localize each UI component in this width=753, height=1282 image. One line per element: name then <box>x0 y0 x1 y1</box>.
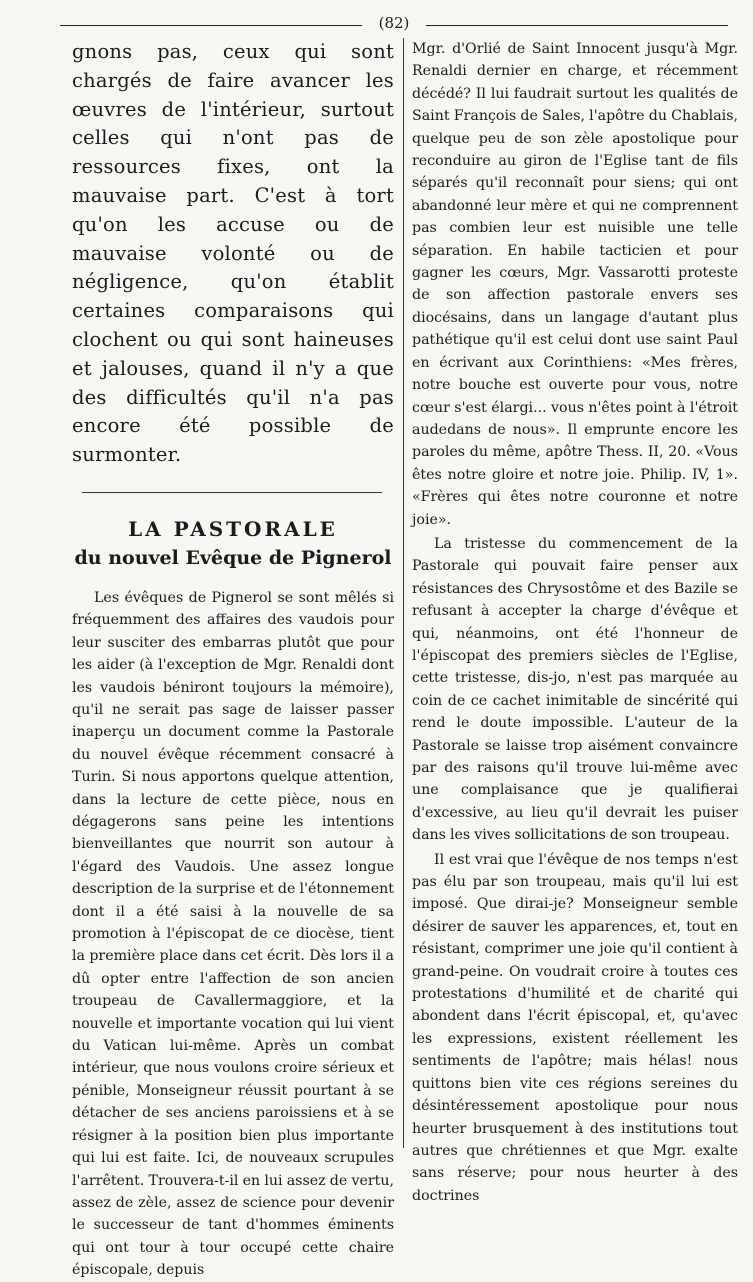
right-column <box>412 38 738 1204</box>
article-paragraph-4: Il est vrai que l'évêque de nos temps n'est pas élu par son troupeau, mais qu'il lui est imposé. Que dirai-je? Monseigneur semble désirer de sauver les apparences, et, tout en résistant, comprimer une joie qu'il contient à grand-peine. On voudrait croire à toutes ces protestations d'humilité et de charité qui abondent dans l'écrit épiscopal, et, qu'avec les expressions, existent réellement les sentiments de l'apôtre; mais hélas! nous quittons bien vite ces régions sereines du désintéressement apostolique pour nous heurter brusquement à des institutions tout autres que chrétiennes et que Mgr. exalte sans réserve; pour nous heurter à des doctrines <box>412 851 738 1204</box>
article-paragraph-1: Les évêques de Pignerol se sont mêlés si fréquemment des affaires des vaudois pour leur susciter des embarras plutôt que pour les aider (à l'exception de Mgr. Renaldi dont les vaudois béniront toujours la mémoire), qu'il ne serait pas sage de laisser passer inaperçu un document comme la Pastorale du nouvel évêque récemment consacré à Turin. Si nous apportons quelque attention, dans la lecture de cette pièce, nous en dégagerons sans peine les intentions bienveillantes que nourrit son autour à l'égard des Vaudois. Une assez longue description de la surprise et de l'étonnement dont il a été saisi à la nouvelle de sa promotion à l'épiscopat de ce diocèse, tient la première place dans cet écrit. Dès lors il a dû opter entre l'affection de son ancien troupeau de Cavallermaggiore, et la nouvelle et importante vocation qui lui vient du Vatican lui-même. Après un combat intérieur, que nous voulons croire sérieux et pénible, Monseigneur réussit pourtant à se détacher de ses anciens paroissiens et à se résigner à la position bien plus importante qui lui est faite. Ici, de nouveaux scrupules l'arrêtent. Trouvera-t-il en lui assez de vertu, assez de zèle, assez de science pour devenir le successeur de tant d'hommes éminents qui ont tour à tour occupé cette chaire épiscopale, depuis <box>72 589 394 1279</box>
section-separator <box>82 492 382 493</box>
article-paragraph-3: La tristesse du commencement de la Pastorale qui pouvait faire penser aux résistances des Chrysostôme et des Bazile se refusant à accepter la charge d'évêque et qui, néanmoins, ont été l'honneur de l'épiscopat des premiers siècles de l'Eglise, cette tristesse, dis-jo, n'est pas marquée au coin de ce cachet inimitable de sincérité qui rend le doute impossible. L'auteur de la Pastorale se laisse trop aisément convaincre par des raisons qu'il trouve lui-même avec une complaisance que je qualifierai d'excessive, au lieu qu'il devrait les puiser dans les vives sollicitations de son troupeau. <box>412 535 738 844</box>
header-rule-left <box>60 25 362 26</box>
page-number: (82) <box>378 14 410 32</box>
header-rule-right <box>426 25 728 26</box>
left-column <box>72 38 394 1279</box>
article-paragraph-2: Mgr. d'Orlié de Saint Innocent jusqu'à Mgr. Renaldi dernier en charge, et récemment décédé? Il lui faudrait surtout les qualités de Saint François de Sales, l'apôtre du Chablais, quelque peu de son zèle apostolique pour reconduire au giron de l'Eglise tant de fils séparés qu'il reconnaît pour siens; qui ont abandonné leur mère et qui ne comprennent pas combien leur est nuisible une telle séparation. En habile tacticien et pour gagner les cœurs, Mgr. Vassarotti proteste de son affection pastorale envers ses diocésains, dans un langage d'autant plus pathétique qu'il est celui dont use saint Paul en écrivant aux Corinthiens: «Mes frères, notre bouche est ouverte pour vous, notre cœur s'est élargi... vous n'êtes point à l'étroit audedans de nous». Il emprunte encore les paroles du même, apôtre Thess. II, 20. «Vous êtes notre gloire et notre joie. Philip. IV, 1». «Frères qui êtes notre couronne et notre joie». <box>412 41 738 528</box>
intro-paragraph: gnons pas, ceux qui sont chargés de faire avancer les œuvres de l'intérieur, surtout celles qui n'ont pas de ressources fixes, ont la mauvaise part. C'est à tort qu'on les accuse ou de mauvaise volonté ou de négligence, qu'on établit certaines comparaisons qui clochent ou qui sont haineuses et jalouses, quand il n'y a que des difficultés qu'il n'a pas encore été possible de surmonter. <box>72 40 394 467</box>
column-divider <box>403 38 404 1148</box>
page-header <box>60 14 728 34</box>
article-subtitle: du nouvel Evêque de Pignerol <box>74 546 392 569</box>
article-title: LA PASTORALE <box>128 516 338 541</box>
